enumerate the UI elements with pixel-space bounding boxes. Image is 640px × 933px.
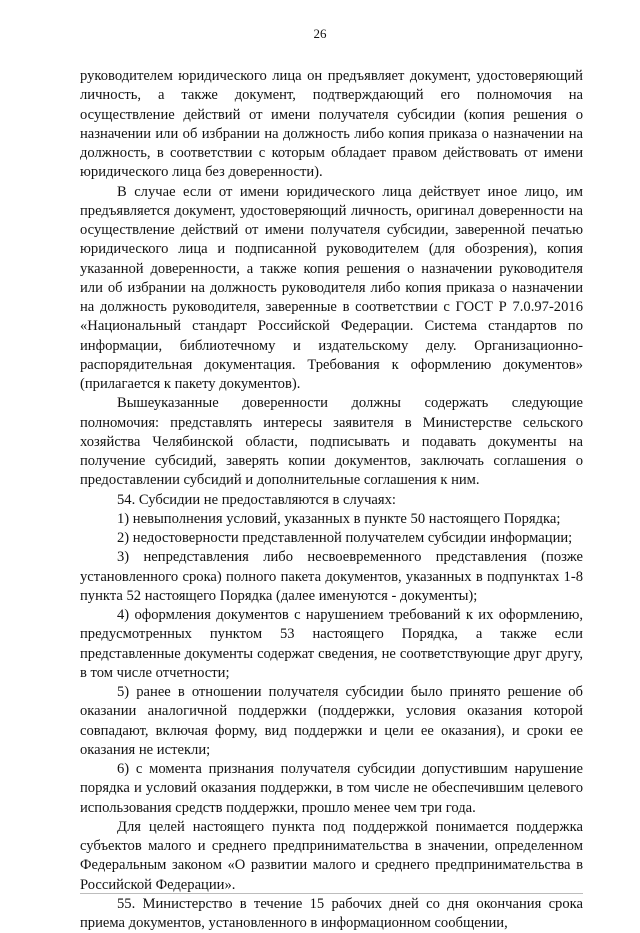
list-item-5: 5) ранее в отношении получателя субсидии было принято решение об оказании аналогичной поддержки (поддержки, условия оказания которой совпадают, включая форму, вид поддержки и цели ее оказания), и сроки ее оказания не истекли; (80, 684, 583, 758)
paragraph-powers-of-attorney: Вышеуказанные доверенности должны содержать следующие полномочия: представлять интересы заявителя в Министерстве сельского хозяйства Челябинской области, подписывать и подавать документы на получение субсидий, заверять копии документов, заключать соглашения о предоставлении субсидий и дополнительные соглашения к ним. (80, 395, 583, 489)
page-number: 26 (313, 26, 327, 41)
page-bottom-divider (80, 893, 583, 894)
list-item-6: 6) с момента признания получателя субсидии допустившим нарушение порядка и условий оказания поддержки, в том числе не обеспечившим целевого использования средств поддержки, прошло менее чем три года. (80, 761, 583, 816)
document-body (80, 67, 583, 933)
list-item-4: 4) оформления документов с нарушением требований к их оформлению, предусмотренных пунктом 53 настоящего Порядка, а также если представленные документы содержат сведения, не соответствующие друг другу, в том числе отчетности; (80, 607, 583, 681)
paragraph-other-person: В случае если от имени юридического лица действует иное лицо, им предъявляется документ, удостоверяющий личность, оригинал доверенности на осуществление действий от имени получателя субсидии, заверенной печатью юридического лица и подписанной руководителем (для обозрения), копия указанной доверенности, а также копия решения о назначении руководителя или об избрании на должность руководителя либо копия приказа о назначении на должность руководителя, заверенные в соответствии с ГОСТ Р 7.0.97-2016 «Национальный стандарт Российской Федерации. Система стандартов по информации, библиотечному и издательскому делу. Организационно-распорядительная документация. Требования к оформлению документов» (прилагается к пакету документов). (80, 183, 583, 392)
list-item-1: 1) невыполнения условий, указанных в пункте 50 настоящего Порядка; (117, 510, 561, 527)
paragraph-support-definition: Для целей настоящего пункта под поддержкой понимается поддержка субъектов малого и среднего предпринимательства в значении, определенном Федеральным законом «О развитии малого и среднего предпринимательства в Российской Федерации». (80, 818, 583, 893)
list-item-2: 2) недостоверности представленной получателем субсидии информации; (117, 530, 573, 546)
paragraph-clause-54: 54. Субсидии не предоставляются в случаях: (117, 491, 396, 508)
list-item-3: 3) непредставления либо несвоевременного представления (позже установленного срока) полного пакета документов, указанных в подпунктах 1-8 пункта 52 настоящего Порядка (далее именуются - документы); (80, 549, 583, 604)
paragraph-continuation: руководителем юридического лица он предъявляет документ, удостоверяющий личность, а также документ, подтверждающий его полномочия на осуществление действий от имени получателя субсидии (копия решения о назначении или об избрании на должность либо копия приказа о назначении на должность, в соответствии с которым обладает правом действовать от имени юридического лица без доверенности). (80, 68, 583, 181)
paragraph-clause-55: 55. Министерство в течение 15 рабочих дней со дня окончания срока приема документов, установленного в информационном сообщении, (80, 895, 583, 931)
